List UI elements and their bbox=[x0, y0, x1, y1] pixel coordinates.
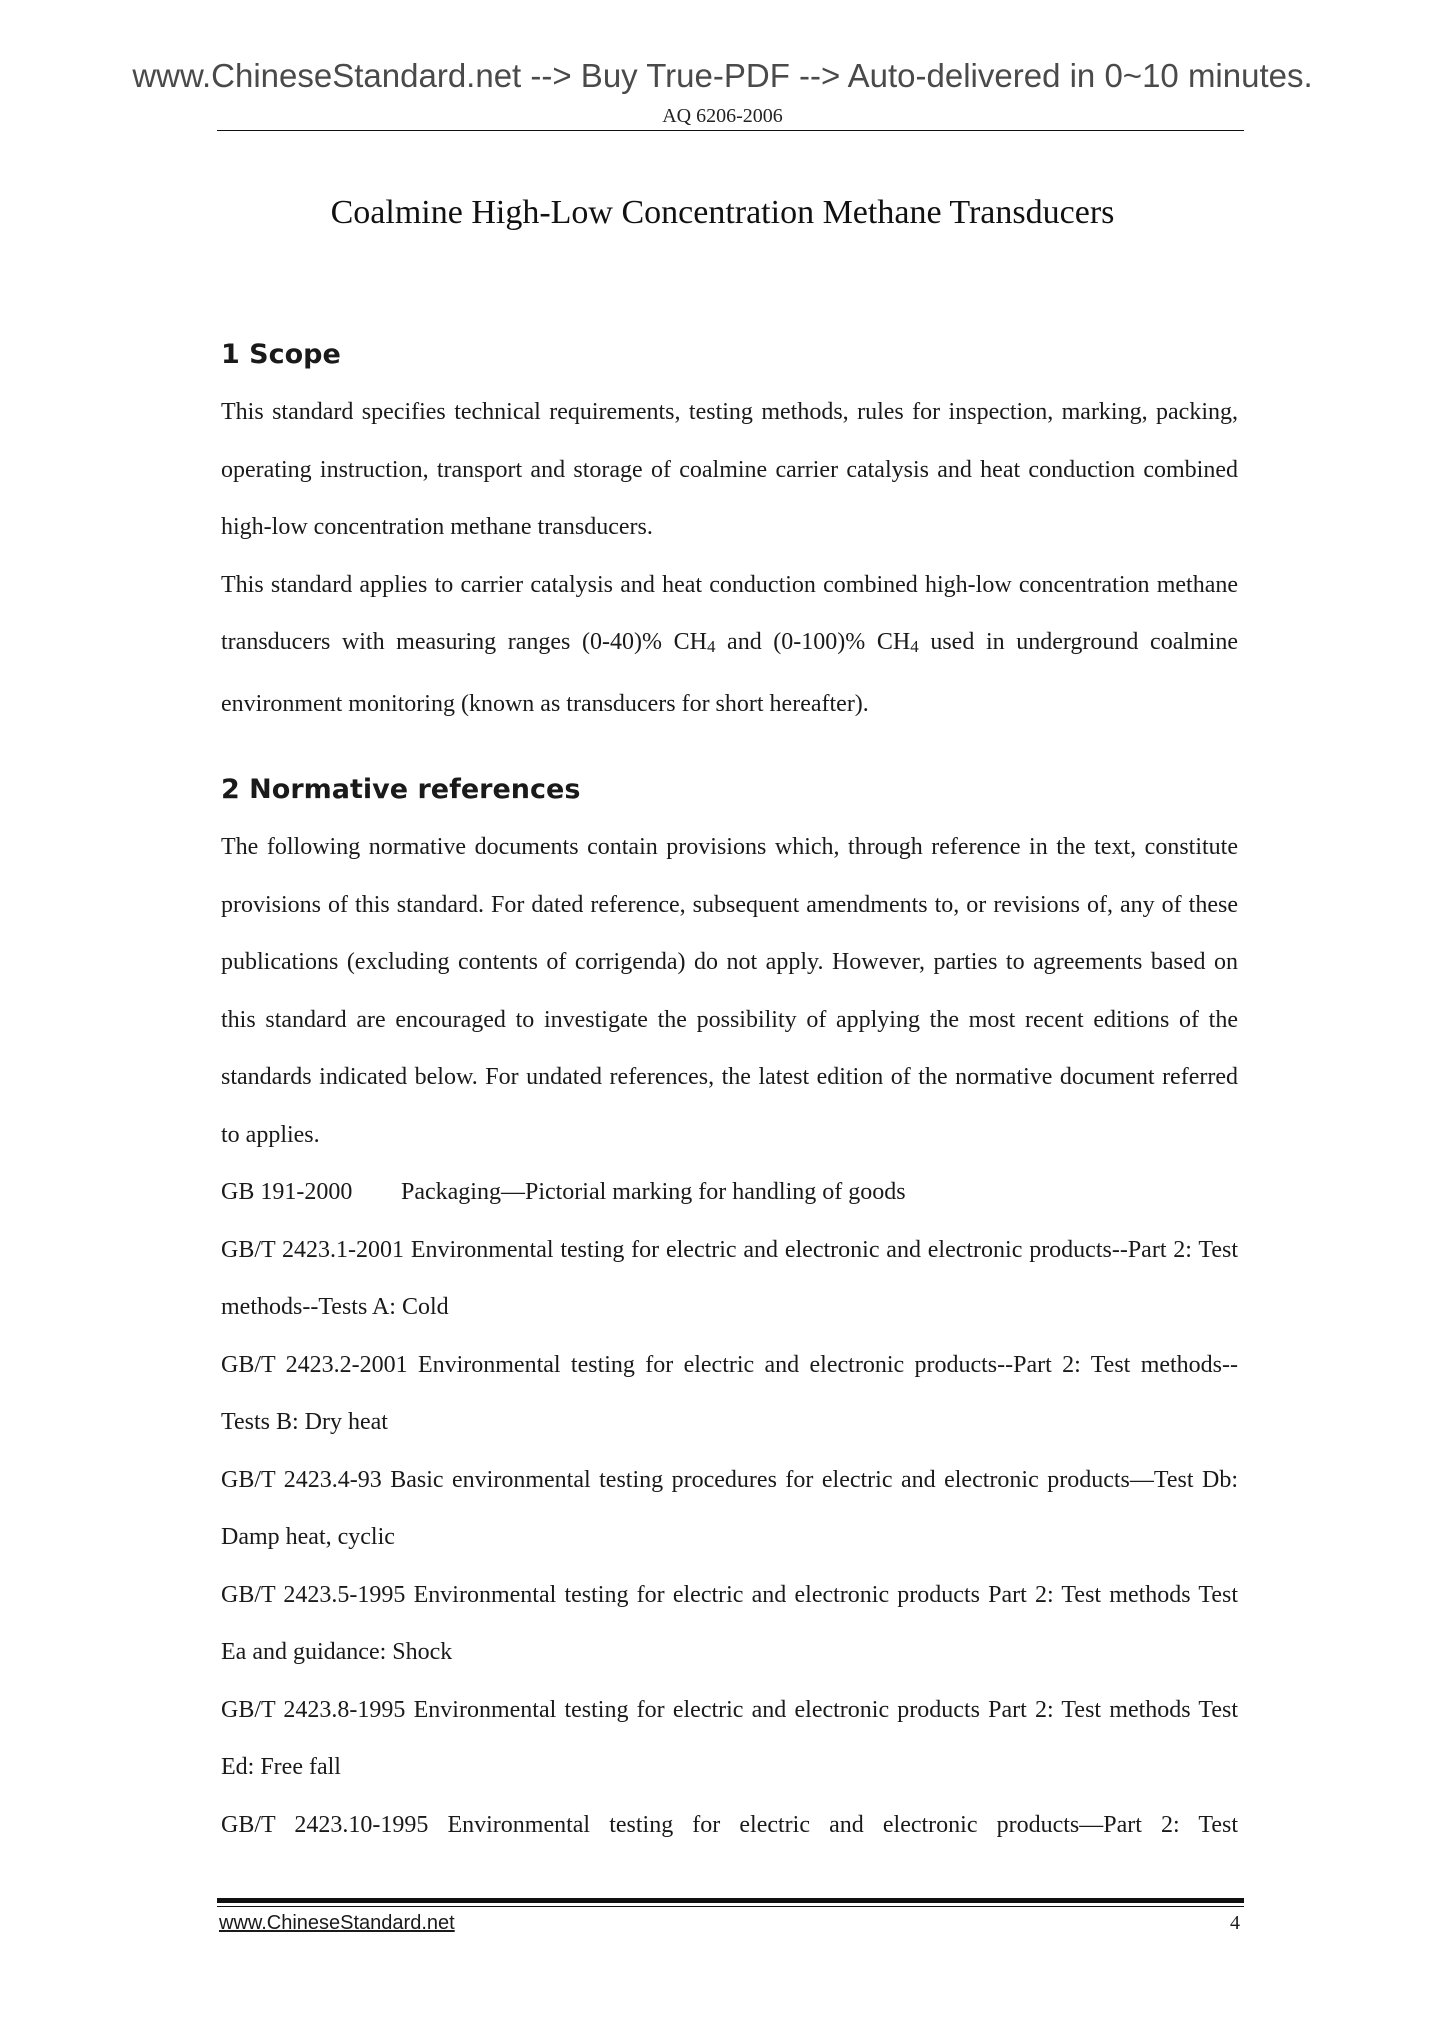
reference-code: GB/T 2423.2-2001 bbox=[221, 1351, 408, 1378]
subscript-4: 4 bbox=[706, 637, 716, 656]
footer-divider-thin bbox=[217, 1906, 1244, 1907]
reference-item bbox=[221, 1567, 1238, 1682]
reference-title: Environmental testing for electric and electronic and electronic products--Part 2: Test methods--Tests A: Cold bbox=[221, 1236, 1239, 1320]
footer-divider-thick bbox=[217, 1898, 1244, 1903]
reference-code: GB/T 2423.10-1995 bbox=[221, 1811, 429, 1838]
reference-code: GB/T 2423.8-1995 bbox=[221, 1696, 406, 1723]
scope-paragraph-1: This standard specifies technical requirements, testing methods, rules for inspection, marking, packing, operating instruction, transport and storage of coalmine carrier catalysis and heat conduction combined high-low concentration methane transducers. bbox=[221, 399, 1238, 540]
reference-title: Basic environmental testing procedures for electric and electronic products—Test Db: Damp heat, cyclic bbox=[221, 1466, 1238, 1550]
normative-paragraph: The following normative documents contain provisions which, through reference in the text, constitute provisions of this standard. For dated reference, subsequent amendments to, or revisions of, any of these publications (excluding contents of corrigenda) do not apply. However, parties to agreements based on this standard are encouraged to investigate the possibility of applying the most recent editions of the standards indicated below. For undated references, the latest edition of the normative document referred to applies. bbox=[221, 834, 1238, 1148]
section-heading-normative-references: 2 Normative references bbox=[221, 774, 581, 805]
reference-item bbox=[221, 1452, 1238, 1567]
site-banner: www.ChineseStandard.net --> Buy True-PDF --> Auto-delivered in 0~10 minutes. bbox=[132, 57, 1313, 94]
reference-item bbox=[221, 1222, 1238, 1337]
scope-paragraph-2 bbox=[221, 557, 1238, 734]
reference-title: Packaging—Pictorial marking for handling of goods bbox=[401, 1179, 906, 1205]
standard-code: AQ 6206-2006 bbox=[662, 105, 783, 127]
document-body bbox=[221, 326, 1238, 1854]
reference-item bbox=[221, 1797, 1238, 1855]
reference-code: GB/T 2423.4-93 bbox=[221, 1466, 382, 1493]
reference-code: GB/T 2423.5-1995 bbox=[221, 1581, 406, 1608]
header-divider bbox=[217, 130, 1244, 131]
reference-title: Environmental testing for electric and electronic products--Part 2: Test methods--Tests B: Dry heat bbox=[221, 1351, 1239, 1435]
footer-website-link[interactable]: www.ChineseStandard.net bbox=[219, 1912, 455, 1934]
reference-title: Environmental testing for electric and electronic products Part 2: Test methods Test Ed: Free fall bbox=[221, 1696, 1239, 1780]
reference-title: Environmental testing for electric and electronic products Part 2: Test methods Test Ea and guidance: Shock bbox=[221, 1581, 1239, 1665]
reference-item bbox=[221, 1337, 1238, 1452]
document-title: Coalmine High-Low Concentration Methane Transducers bbox=[330, 194, 1115, 231]
page-number: 4 bbox=[1230, 1912, 1240, 1934]
subscript-4: 4 bbox=[910, 637, 919, 656]
scope-paragraph-2-text-a: This standard applies to carrier catalysis and heat conduction combined high-low concentration methane transducers with measuring ranges (0-40)% CH bbox=[221, 571, 1238, 655]
scope-paragraph-2-text-c: used in underground coalmine environment monitoring (known as transducers for short hereafter). bbox=[221, 629, 1239, 717]
reference-title: Environmental testing for electric and electronic products—Part 2: Test bbox=[447, 1811, 1238, 1838]
section-spacer bbox=[221, 733, 1238, 761]
section-heading-scope: 1 Scope bbox=[221, 339, 341, 370]
reference-code: GB 191-2000 bbox=[221, 1179, 353, 1205]
reference-item bbox=[221, 1682, 1238, 1797]
reference-item bbox=[221, 1164, 1238, 1222]
reference-code: GB/T 2423.1-2001 bbox=[221, 1236, 405, 1263]
scope-paragraph-2-text-b: and (0-100)% CH bbox=[715, 629, 911, 655]
